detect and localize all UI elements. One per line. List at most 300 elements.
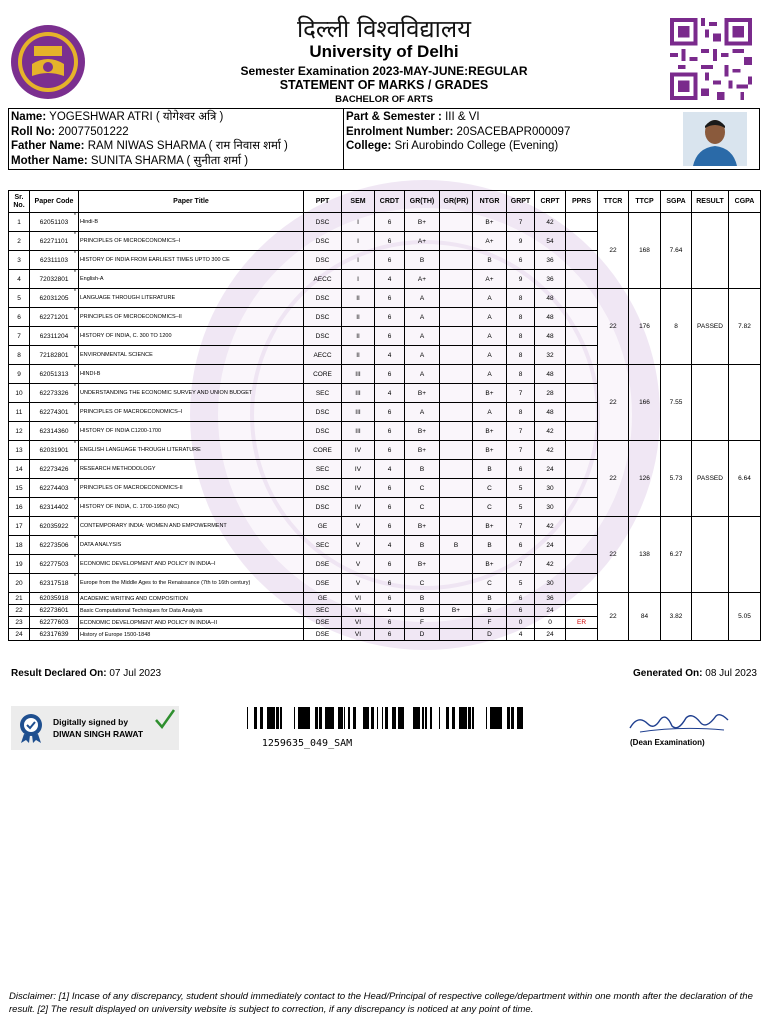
paper-code: 62271201 — [39, 313, 69, 321]
cell-ntgr: B — [473, 605, 507, 617]
column-header: RESULT — [692, 191, 729, 213]
cell-grpt: 6 — [507, 605, 535, 617]
cell-pprs — [566, 555, 598, 574]
cell-grpt: 7 — [507, 213, 535, 232]
cell-grpr — [440, 460, 473, 479]
paper-code: 62274301 — [39, 408, 69, 416]
cell-grpt: 7 — [507, 384, 535, 403]
cell-title: HISTORY OF INDIA, C. 300 TO 1200 — [79, 327, 304, 346]
cell-sr: 8 — [9, 346, 30, 365]
cell-paper-code — [30, 536, 79, 555]
roll-label: Roll No: — [11, 125, 56, 138]
cell-ppt: DSC — [304, 327, 342, 346]
cell-cgpa — [729, 365, 761, 441]
cell-grth: F — [405, 617, 440, 629]
cell-ntgr: B — [473, 593, 507, 605]
paper-code: 62271101 — [39, 237, 69, 245]
cell-grpr — [440, 270, 473, 289]
paper-code: 62274403 — [39, 484, 69, 492]
cell-ntgr: D — [473, 629, 507, 641]
cell-sr: 22 — [9, 605, 30, 617]
cell-grpr — [440, 593, 473, 605]
cell-ttcr: 22 — [598, 593, 629, 641]
mother-name: SUNITA SHARMA ( सुनीता शर्मा ) — [90, 154, 249, 167]
column-header: SEM — [342, 191, 375, 213]
cell-grth: D — [405, 629, 440, 641]
cell-grth: B+ — [405, 555, 440, 574]
cell-ntgr: A — [473, 327, 507, 346]
enrolment-label: Enrolment Number: — [346, 125, 454, 138]
cell-grpt: 8 — [507, 403, 535, 422]
generated-on — [633, 668, 757, 679]
cell-crdt: 6 — [375, 251, 405, 270]
digital-signature-badge — [11, 706, 179, 750]
cell-title: HISTORY OF INDIA C1200-1700 — [79, 422, 304, 441]
cell-sr: 9 — [9, 365, 30, 384]
cell-sem: IV — [342, 460, 375, 479]
cell-crdt: 6 — [375, 479, 405, 498]
cell-crdt: 6 — [375, 629, 405, 641]
cell-crdt: 6 — [375, 555, 405, 574]
cell-sem: III — [342, 403, 375, 422]
cell-result — [692, 365, 729, 441]
college-label: College: — [346, 140, 392, 152]
cell-sr: 7 — [9, 327, 30, 346]
cell-grpr — [440, 327, 473, 346]
semester-label: Part & Semester : — [346, 111, 442, 123]
mother-label: Mother Name: — [11, 154, 88, 167]
student-details-right — [346, 110, 570, 154]
cell-pprs — [566, 232, 598, 251]
paper-code: 62035918 — [39, 595, 69, 602]
paper-code-marker: * — [73, 441, 76, 447]
cell-crdt: 6 — [375, 403, 405, 422]
cell-grpr: B+ — [440, 605, 473, 617]
cell-pprs — [566, 365, 598, 384]
cell-ppt: SEC — [304, 460, 342, 479]
cell-crdt: 4 — [375, 346, 405, 365]
digital-signature-badge-icon — [16, 712, 46, 744]
paper-code: 62031901 — [39, 446, 69, 454]
cell-crdt: 6 — [375, 365, 405, 384]
cell-grpr — [440, 617, 473, 629]
checkmark-icon — [154, 708, 176, 730]
cell-ntgr: F — [473, 617, 507, 629]
cell-ntgr: A — [473, 403, 507, 422]
cell-grpt: 9 — [507, 232, 535, 251]
cell-grpr — [440, 346, 473, 365]
cell-title: RESEARCH METHODOLOGY — [79, 460, 304, 479]
cell-sem: II — [342, 289, 375, 308]
paper-code-marker: * — [73, 232, 76, 238]
cell-crpt: 24 — [535, 605, 566, 617]
cell-sr: 2 — [9, 232, 30, 251]
disclaimer: Disclaimer: [1] Incase of any discrepancy, student should immediately contact to the Head/Principal of respective college/department within one month after the declaration of the result. [2] The result displayed on university website is subject to correction, if any discrepancy is noticed at any point of time. — [9, 991, 753, 1015]
cell-paper-code — [30, 605, 79, 617]
cell-pprs — [566, 460, 598, 479]
cell-crdt: 6 — [375, 308, 405, 327]
cell-ttcr: 22 — [598, 441, 629, 517]
cell-crpt: 42 — [535, 555, 566, 574]
name-label: Name: — [11, 111, 47, 123]
paper-code: 62314360 — [39, 427, 69, 435]
cell-cgpa — [729, 517, 761, 593]
cell-sgpa: 3.82 — [661, 593, 692, 641]
table-row — [9, 365, 761, 384]
cell-sgpa: 5.73 — [661, 441, 692, 517]
cell-grpt: 7 — [507, 422, 535, 441]
cell-grth: A+ — [405, 270, 440, 289]
student-details-left — [11, 110, 288, 168]
cell-sr: 24 — [9, 629, 30, 641]
cell-ppt: CORE — [304, 365, 342, 384]
cell-ntgr: B — [473, 460, 507, 479]
declared-label: Result Declared On: — [11, 668, 107, 679]
cell-title: PRINCIPLES OF MACROECONOMICS-II — [79, 479, 304, 498]
cell-ppt: DSC — [304, 422, 342, 441]
cell-ntgr: A+ — [473, 270, 507, 289]
cell-paper-code — [30, 422, 79, 441]
cell-crpt: 24 — [535, 536, 566, 555]
cell-grth: B — [405, 536, 440, 555]
cell-grpt: 7 — [507, 517, 535, 536]
cell-ttcp: 176 — [629, 289, 661, 365]
cell-grpr — [440, 213, 473, 232]
cell-paper-code — [30, 327, 79, 346]
cell-sr: 4 — [9, 270, 30, 289]
cell-crpt: 30 — [535, 498, 566, 517]
cell-grpr: B — [440, 536, 473, 555]
dean-signature — [620, 708, 740, 738]
cell-grth: A — [405, 289, 440, 308]
cell-grth: B — [405, 251, 440, 270]
column-header: CRPT — [535, 191, 566, 213]
qr-code-icon — [670, 18, 752, 100]
cell-crpt: 42 — [535, 422, 566, 441]
cell-title: UNDERSTANDING THE ECONOMIC SURVEY AND UNION BUDGET — [79, 384, 304, 403]
table-row — [9, 593, 761, 605]
column-header: CGPA — [729, 191, 761, 213]
cell-sem: IV — [342, 498, 375, 517]
cell-sr: 5 — [9, 289, 30, 308]
exam-session: Semester Examination 2023-MAY-JUNE:REGULAR — [240, 64, 528, 78]
cell-sem: II — [342, 327, 375, 346]
column-header: TTCR — [598, 191, 629, 213]
cell-crpt: 54 — [535, 232, 566, 251]
cell-grth: C — [405, 574, 440, 593]
cell-sr: 14 — [9, 460, 30, 479]
semester-value: III & VI — [445, 111, 480, 123]
cell-paper-code — [30, 517, 79, 536]
cell-ppt: GE — [304, 517, 342, 536]
paper-code-marker: * — [73, 327, 76, 333]
cell-crpt: 48 — [535, 365, 566, 384]
cell-crpt: 48 — [535, 327, 566, 346]
cell-cgpa: 6.64 — [729, 441, 761, 517]
cell-crdt: 4 — [375, 384, 405, 403]
cell-crpt: 28 — [535, 384, 566, 403]
cell-crpt: 48 — [535, 289, 566, 308]
cell-pprs — [566, 270, 598, 289]
cell-crdt: 6 — [375, 289, 405, 308]
cell-grpt: 8 — [507, 365, 535, 384]
paper-code-marker: * — [73, 574, 76, 580]
cell-sr: 10 — [9, 384, 30, 403]
cell-pprs — [566, 308, 598, 327]
cell-ntgr: B — [473, 251, 507, 270]
cell-grth: A — [405, 327, 440, 346]
cell-sem: III — [342, 422, 375, 441]
column-header: Paper Code — [30, 191, 79, 213]
cell-grpr — [440, 422, 473, 441]
cell-pprs — [566, 346, 598, 365]
cell-paper-code — [30, 479, 79, 498]
cell-grpr — [440, 574, 473, 593]
paper-code-marker: * — [73, 384, 76, 390]
cell-title: DATA ANALYSIS — [79, 536, 304, 555]
cell-crpt: 42 — [535, 441, 566, 460]
cell-ppt: DSC — [304, 289, 342, 308]
cell-pprs — [566, 517, 598, 536]
cell-grpr — [440, 629, 473, 641]
cell-ntgr: A — [473, 289, 507, 308]
column-header: GR(TH) — [405, 191, 440, 213]
cell-pprs — [566, 384, 598, 403]
cell-crdt: 4 — [375, 536, 405, 555]
cell-ttcp: 166 — [629, 365, 661, 441]
university-title: University of Delhi — [309, 42, 459, 61]
paper-code-marker: * — [73, 270, 76, 276]
cell-sem: VI — [342, 629, 375, 641]
cell-grpr — [440, 232, 473, 251]
cell-paper-code — [30, 498, 79, 517]
column-header: Paper Title — [79, 191, 304, 213]
dean-examination-label: (Dean Examination) — [630, 738, 705, 747]
cell-ppt: GE — [304, 593, 342, 605]
cell-ppt: DSC — [304, 251, 342, 270]
cell-crdt: 6 — [375, 617, 405, 629]
cell-grpt: 5 — [507, 479, 535, 498]
paper-code-marker: * — [73, 460, 76, 466]
cell-ppt: DSE — [304, 555, 342, 574]
cell-paper-code — [30, 251, 79, 270]
cell-pprs — [566, 498, 598, 517]
cell-title: Basic Computational Techniques for Data Analysis — [79, 605, 304, 617]
cell-sr: 3 — [9, 251, 30, 270]
cell-sr: 23 — [9, 617, 30, 629]
cell-paper-code — [30, 617, 79, 629]
cell-pprs — [566, 479, 598, 498]
paper-code: 62277503 — [39, 560, 69, 568]
cell-paper-code — [30, 555, 79, 574]
cell-sr: 21 — [9, 593, 30, 605]
cell-crpt: 36 — [535, 593, 566, 605]
digital-signature-text — [53, 716, 143, 740]
cell-grpt: 7 — [507, 441, 535, 460]
cell-ntgr: B+ — [473, 213, 507, 232]
cell-sem: I — [342, 213, 375, 232]
cell-sgpa: 8 — [661, 289, 692, 365]
cell-grpt: 0 — [507, 617, 535, 629]
cell-title: ENVIRONMENTAL SCIENCE — [79, 346, 304, 365]
column-header: GR(PR) — [440, 191, 473, 213]
cell-crdt: 6 — [375, 593, 405, 605]
cell-crdt: 4 — [375, 270, 405, 289]
cell-sem: I — [342, 270, 375, 289]
cell-grpt: 6 — [507, 536, 535, 555]
cell-grpr — [440, 498, 473, 517]
father-name: RAM NIWAS SHARMA ( राम निवास शर्मा ) — [87, 140, 288, 152]
cell-cgpa — [729, 213, 761, 289]
paper-code: 62031205 — [39, 294, 69, 302]
cell-pprs — [566, 593, 598, 605]
cell-ppt: SEC — [304, 384, 342, 403]
cell-title: PRINCIPLES OF MACROECONOMICS–I — [79, 403, 304, 422]
cell-ntgr: C — [473, 574, 507, 593]
cell-crdt: 4 — [375, 460, 405, 479]
cell-grpt: 6 — [507, 251, 535, 270]
cell-ntgr: B+ — [473, 422, 507, 441]
cell-ntgr: A — [473, 346, 507, 365]
cell-title: CONTEMPORARY INDIA: WOMEN AND EMPOWERMENT — [79, 517, 304, 536]
cell-paper-code — [30, 289, 79, 308]
paper-code-marker: * — [73, 422, 76, 428]
cell-ttcp: 168 — [629, 213, 661, 289]
cell-grpt: 8 — [507, 346, 535, 365]
cell-paper-code — [30, 460, 79, 479]
signer-name: DIWAN SINGH RAWAT — [53, 729, 144, 739]
cell-sr: 19 — [9, 555, 30, 574]
cell-cgpa: 7.82 — [729, 289, 761, 365]
cell-grth: A — [405, 346, 440, 365]
cell-title: ENGLISH LANGUAGE THROUGH LITERATURE — [79, 441, 304, 460]
cell-sem: VI — [342, 617, 375, 629]
cell-paper-code — [30, 593, 79, 605]
cell-crpt: 48 — [535, 308, 566, 327]
cell-ppt: DSC — [304, 308, 342, 327]
cell-paper-code — [30, 403, 79, 422]
cell-title: HINDI-B — [79, 365, 304, 384]
cell-ppt: DSE — [304, 629, 342, 641]
cell-crpt: 48 — [535, 403, 566, 422]
cell-ntgr: A+ — [473, 232, 507, 251]
cell-sem: III — [342, 365, 375, 384]
cell-sr: 18 — [9, 536, 30, 555]
cell-paper-code — [30, 441, 79, 460]
cell-grth: B+ — [405, 441, 440, 460]
cell-ppt: DSE — [304, 574, 342, 593]
cell-pprs — [566, 629, 598, 641]
cell-ntgr: C — [473, 498, 507, 517]
cell-title: LANGUAGE THROUGH LITERATURE — [79, 289, 304, 308]
cell-result — [692, 593, 729, 641]
cell-result: PASSED — [692, 441, 729, 517]
cell-paper-code — [30, 232, 79, 251]
cell-paper-code — [30, 346, 79, 365]
cell-pprs — [566, 327, 598, 346]
cell-title: HISTORY OF INDIA, C. 1700-1950 (NC) — [79, 498, 304, 517]
cell-sem: IV — [342, 479, 375, 498]
cell-pprs — [566, 213, 598, 232]
paper-code-marker: * — [73, 536, 76, 542]
cell-title: PRINCIPLES OF MICROECONOMICS–II — [79, 308, 304, 327]
cell-crpt: 30 — [535, 574, 566, 593]
father-label: Father Name: — [11, 140, 85, 152]
paper-code-marker: * — [73, 555, 76, 561]
cell-sem: II — [342, 308, 375, 327]
table-row — [9, 517, 761, 536]
cell-grpt: 8 — [507, 308, 535, 327]
cell-pprs — [566, 403, 598, 422]
cell-grpr — [440, 555, 473, 574]
column-header: GRPT — [507, 191, 535, 213]
cell-grth: B+ — [405, 517, 440, 536]
cell-ppt: AECC — [304, 270, 342, 289]
cell-grpt: 9 — [507, 270, 535, 289]
declared-date: 07 Jul 2023 — [109, 668, 162, 679]
cell-grpr — [440, 479, 473, 498]
document-header — [0, 10, 768, 106]
cell-sem: IV — [342, 441, 375, 460]
cell-pprs — [566, 422, 598, 441]
paper-code: 62051313 — [39, 370, 69, 378]
cell-grth: C — [405, 498, 440, 517]
paper-code: 62314402 — [39, 503, 69, 511]
cell-paper-code — [30, 574, 79, 593]
cell-pprs — [566, 251, 598, 270]
cell-ntgr: B — [473, 536, 507, 555]
cell-ntgr: A — [473, 365, 507, 384]
column-header: PPRS — [566, 191, 598, 213]
cell-grpr — [440, 403, 473, 422]
cell-title: ECONOMIC DEVELOPMENT AND POLICY IN INDIA–II — [79, 617, 304, 629]
paper-code-marker: * — [73, 517, 76, 523]
paper-code: 62311103 — [40, 256, 68, 264]
cell-crdt: 6 — [375, 327, 405, 346]
cell-grpt: 4 — [507, 629, 535, 641]
cell-grpr — [440, 251, 473, 270]
paper-code: 62317639 — [39, 631, 69, 638]
cell-pprs — [566, 605, 598, 617]
paper-code: 62051103 — [39, 218, 69, 226]
cell-grpt: 7 — [507, 555, 535, 574]
cell-sr: 20 — [9, 574, 30, 593]
paper-code-marker: * — [73, 213, 76, 219]
cell-paper-code — [30, 213, 79, 232]
cell-grpr — [440, 289, 473, 308]
cell-grpr — [440, 384, 473, 403]
cell-crpt: 42 — [535, 517, 566, 536]
cell-ppt: SEC — [304, 605, 342, 617]
cell-cgpa: 5.05 — [729, 593, 761, 641]
cell-grpr — [440, 365, 473, 384]
table-row — [9, 213, 761, 232]
cell-crdt: 6 — [375, 422, 405, 441]
cell-paper-code — [30, 365, 79, 384]
cell-ppt: DSC — [304, 232, 342, 251]
cell-paper-code — [30, 384, 79, 403]
cell-grpr — [440, 517, 473, 536]
cell-title: ECONOMIC DEVELOPMENT AND POLICY IN INDIA–I — [79, 555, 304, 574]
cell-title: Hindi-B — [79, 213, 304, 232]
table-header-row — [9, 191, 761, 213]
cell-sem: VI — [342, 593, 375, 605]
cell-grpt: 5 — [507, 574, 535, 593]
cell-ppt: DSC — [304, 213, 342, 232]
cell-result: PASSED — [692, 289, 729, 365]
barcode-number: 1259635_049_SAM — [261, 738, 353, 749]
paper-code: 72182801 — [39, 351, 69, 359]
